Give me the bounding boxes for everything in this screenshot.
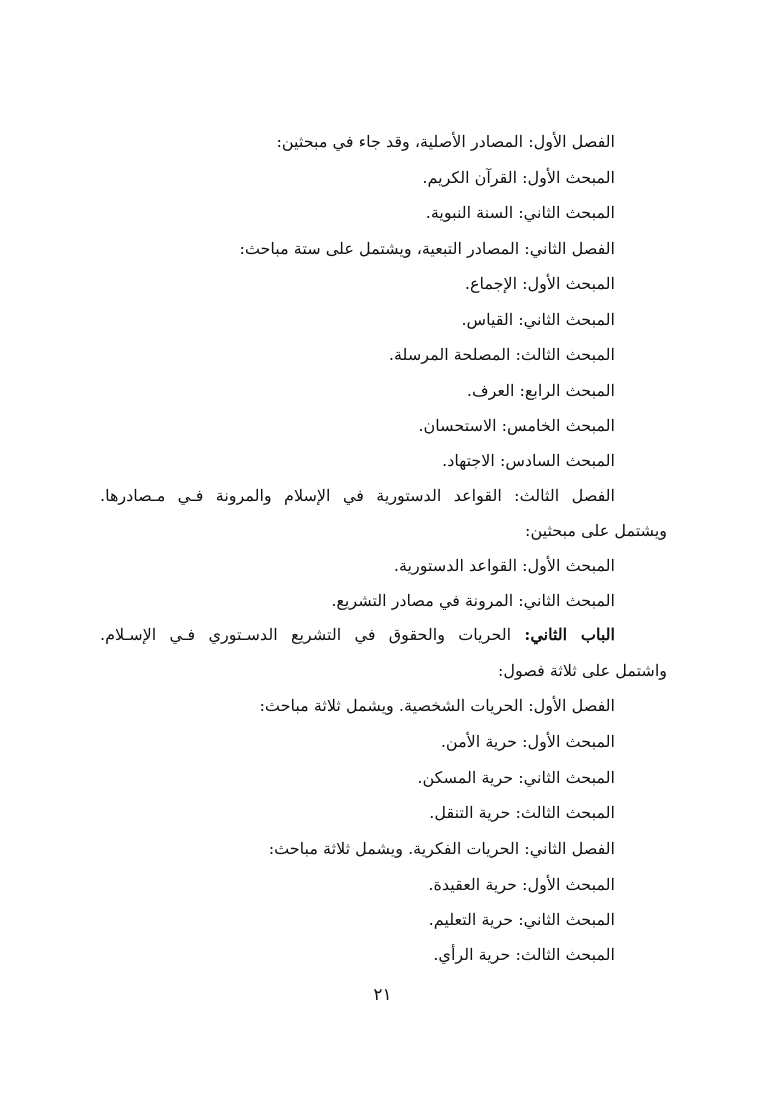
chapter-1-section-1: المبحث الأول: القرآن الكريم. [422, 168, 615, 187]
part-2-chapter-1-heading: الفصل الأول: الحريات الشخصية. ويشمل ثلاثة مباحث: [259, 696, 615, 715]
page-number: ٢١ [373, 985, 392, 1005]
chapter-2-section-2: المبحث الثاني: القياس. [461, 310, 615, 329]
part-2-label: الباب الثاني: [524, 625, 616, 644]
part-2-heading [100, 624, 615, 646]
chapter-1-heading: الفصل الأول: المصادر الأصلية، وقد جاء في مبحثين: [276, 132, 615, 151]
part-2-chapter-1-section-2: المبحث الثاني: حرية المسكن. [417, 768, 615, 787]
part-2-chapter-1-section-1: المبحث الأول: حرية الأمن. [440, 732, 615, 751]
chapter-2-section-6: المبحث السادس: الاجتهاد. [442, 451, 615, 470]
chapter-2-section-1: المبحث الأول: الإجماع. [464, 274, 615, 293]
chapter-2-section-5: المبحث الخامس: الاستحسان. [418, 416, 615, 435]
part-2-title: الحريات والحقوق في التشريع الدسـتوري فـي الإسـلام. [100, 625, 512, 644]
chapter-2-heading: الفصل الثاني: المصادر التبعية، ويشتمل على ستة مباحث: [239, 239, 615, 258]
chapter-3-section-1: المبحث الأول: القواعد الدستورية. [393, 556, 615, 575]
chapter-2-section-3: المبحث الثالث: المصلحة المرسلة. [388, 345, 615, 364]
part-2-chapter-2-section-2: المبحث الثاني: حرية التعليم. [428, 910, 615, 929]
chapter-3-heading: الفصل الثالث: القواعد الدستورية في الإسلام والمرونة فـي مـصادرها. [100, 486, 615, 505]
chapter-2-section-4: المبحث الرابع: العرف. [466, 381, 615, 400]
part-2-intro: واشتمل على ثلاثة فصول: [497, 661, 667, 680]
chapter-3-intro: ويشتمل على مبحثين: [525, 521, 667, 540]
part-2-chapter-1-section-3: المبحث الثالث: حرية التنقل. [429, 803, 615, 822]
chapter-1-section-2: المبحث الثاني: السنة النبوية. [425, 203, 615, 222]
part-2-chapter-2-heading: الفصل الثاني: الحريات الفكرية. ويشمل ثلاثة مباحث: [268, 839, 615, 858]
part-2-chapter-2-section-1: المبحث الأول: حرية العقيدة. [428, 875, 615, 894]
chapter-3-section-2: المبحث الثاني: المرونة في مصادر التشريع. [331, 591, 615, 610]
part-2-chapter-2-section-3: المبحث الثالث: حرية الرأي. [433, 945, 615, 964]
